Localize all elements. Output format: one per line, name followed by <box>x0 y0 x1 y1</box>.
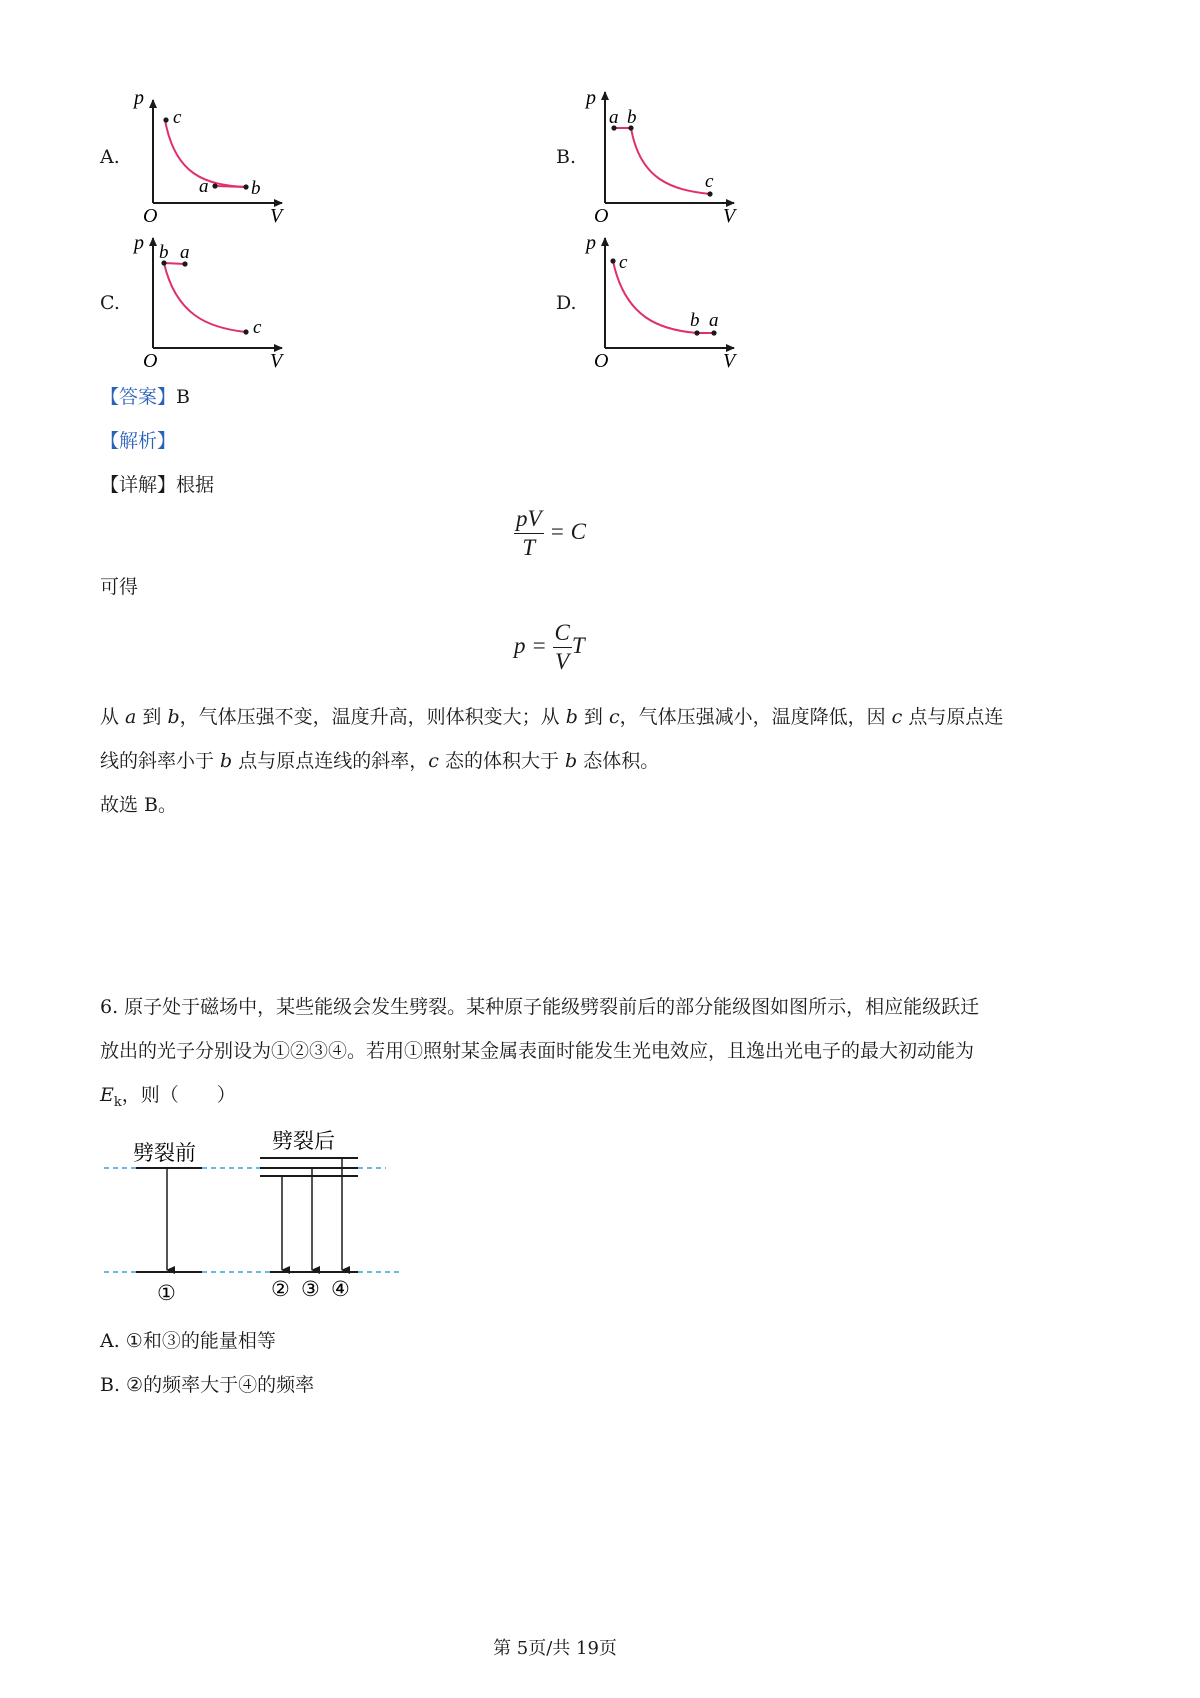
transition-label-1: ① <box>157 1281 176 1305</box>
q6-option-b: B. ②的频率大于④的频率 <box>100 1374 315 1396</box>
graph-c <box>132 232 285 372</box>
option-a-label: A. <box>100 146 120 168</box>
option-c-label: C. <box>100 292 120 314</box>
formula1-rhs: = C <box>549 518 586 544</box>
graph-c-point-c: c <box>253 317 262 338</box>
graph-b-axis-v: V <box>723 205 736 227</box>
formula1-denominator: T <box>522 535 536 560</box>
graph-a-point-a: a <box>199 176 209 197</box>
graph-a-origin: O <box>143 205 158 227</box>
page-footer: 第 5页/共 19页 <box>493 1638 617 1659</box>
graph-c-axis-v: V <box>270 350 283 372</box>
explanation-line-2: 线的斜率小于 b 点与原点连线的斜率，c 态的体积大于 b 态体积。 <box>100 750 660 772</box>
graph-c-segment <box>164 263 185 264</box>
q6-ek-symbol: E <box>100 1084 114 1106</box>
option-d-label: D. <box>556 292 577 314</box>
transition-label-2: ② <box>271 1277 290 1301</box>
q6-line-3-rest: ，则（ ） <box>121 1084 236 1106</box>
q6-line-2: 放出的光子分别设为①②③④。若用①照射某金属表面时能发生光电效应，且逸出光电子的最大初动能为 <box>100 1040 975 1062</box>
energy-level-diagram <box>100 1120 420 1310</box>
graph-a-axis-p: p <box>134 87 144 109</box>
graph-a-segment <box>215 186 246 187</box>
formula2-numerator: C <box>553 620 572 648</box>
q6-ek-subscript: k <box>113 1094 122 1110</box>
detail-intro: 根据 <box>176 474 215 496</box>
transition-label-3: ③ <box>301 1277 320 1301</box>
graph-d-point-a: a <box>709 310 719 331</box>
graph-c-origin: O <box>143 350 158 372</box>
graph-d-point-b: b <box>690 310 700 331</box>
graph-b <box>584 87 738 227</box>
label-after-split: 劈裂后 <box>272 1129 335 1153</box>
answer-value: B <box>176 386 190 408</box>
graph-c-curve <box>164 263 246 332</box>
formula2-denominator: V <box>555 649 570 674</box>
formula-ideal-gas <box>514 506 586 561</box>
graph-b-point-a: a <box>609 107 619 128</box>
graph-a <box>132 87 285 227</box>
pv-graphs <box>0 0 1200 380</box>
graph-d-point-c: c <box>619 252 628 273</box>
formula2-lhs: p = <box>514 632 547 658</box>
graph-d-origin: O <box>594 350 609 372</box>
graph-a-point-b: b <box>251 178 261 199</box>
q6-option-a: A. ①和③的能量相等 <box>100 1330 276 1352</box>
q6-line-3 <box>100 1082 236 1116</box>
transition-label-4: ④ <box>331 1277 350 1301</box>
graph-c-point-a: a <box>180 242 190 263</box>
option-b-label: B. <box>556 146 577 168</box>
graph-b-axis-p: p <box>586 87 596 109</box>
graph-c-point-b: b <box>159 242 169 263</box>
formula-pressure <box>514 620 585 675</box>
graph-d-axis-p: p <box>586 232 596 254</box>
graph-a-point-c: c <box>173 107 182 128</box>
graph-b-origin: O <box>594 205 609 227</box>
conclusion: 故选 B。 <box>100 794 178 816</box>
analysis-tag: 【解析】 <box>100 430 177 452</box>
graph-c-axis-p: p <box>134 232 144 254</box>
answer-line <box>100 384 190 410</box>
graph-b-point-c: c <box>705 171 714 192</box>
graph-d <box>584 232 738 372</box>
formula2-rhs: T <box>571 632 585 658</box>
detail-intro-line <box>100 472 214 498</box>
q6-line-1: 6. 原子处于磁场中，某些能级会发生劈裂。某种原子能级劈裂前后的部分能级图如图所示，相应能级跃迁 <box>100 996 980 1018</box>
answer-tag: 【答案】 <box>100 386 177 408</box>
graph-b-curve <box>631 128 710 194</box>
graph-a-axis-v: V <box>270 205 283 227</box>
explanation-line-1: 从 a 到 b，气体压强不变，温度升高，则体积变大；从 b 到 c，气体压强减小，温度降低，因 c 点与原点连 <box>100 706 1004 728</box>
detail-tag: 【详解】 <box>100 474 177 496</box>
label-before-split: 劈裂前 <box>133 1141 196 1165</box>
graph-b-point-b: b <box>627 107 637 128</box>
graph-d-axis-v: V <box>723 350 736 372</box>
formula1-numerator: pV <box>514 506 544 534</box>
then-text: 可得 <box>100 576 139 598</box>
